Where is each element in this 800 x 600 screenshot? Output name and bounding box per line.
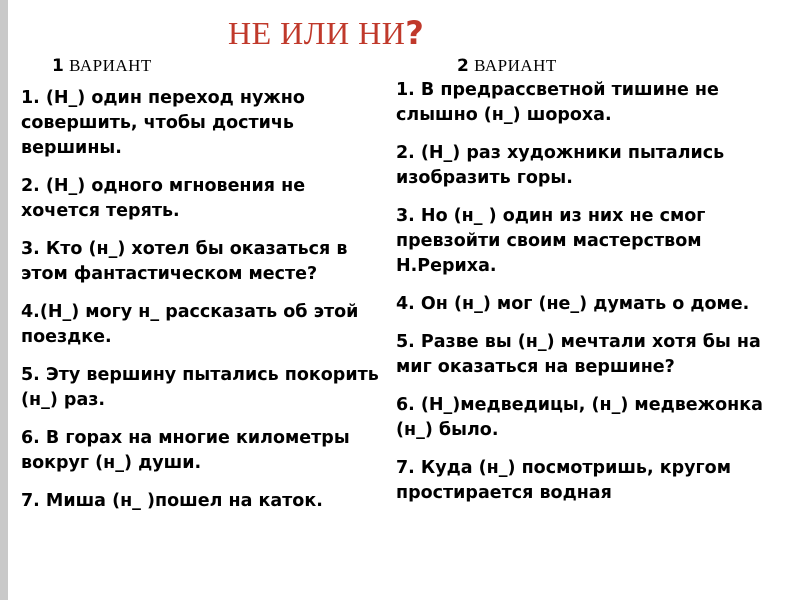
sentence-item: 4.(Н_) могу н_ рассказать об этой поездке.: [21, 302, 359, 347]
sentence-item: 5. Эту вершину пытались покорить (н_) раз.: [21, 365, 379, 410]
sentence-item: 7. Миша (н_ )пошел на каток.: [21, 491, 323, 511]
variant-2-label: ВАРИАНТ: [474, 56, 557, 75]
variant-1-number: 1: [52, 56, 65, 76]
sentence-item: 2. (Н_) раз художники пытались изобразить горы.: [396, 143, 725, 188]
sentence-item: 1. В предрассветной тишине не слышно (н_) шороха.: [396, 80, 719, 125]
variant-2-column: [396, 78, 781, 519]
variant-2-number: 2: [457, 56, 470, 76]
sentence-item: 3. Но (н_ ) один из них не смог превзойти своим мастерством Н.Рериха.: [396, 206, 706, 276]
sentence-item: 4. Он (н_) мог (не_) думать о доме.: [396, 294, 750, 314]
sentence-item: 1. (Н_) один переход нужно совершить, чтобы достичь вершины.: [21, 88, 305, 158]
slide-title: [228, 14, 424, 52]
variant-1-heading: [52, 56, 152, 76]
sentence-item: 7. Куда (н_) посмотришь, кругом простирается водная: [396, 458, 732, 503]
variant-1-label: ВАРИАНТ: [69, 56, 152, 75]
left-edge-bar: [0, 0, 8, 600]
variant-1-column: [21, 86, 381, 527]
variant-2-heading: [457, 56, 557, 76]
sentence-item: 6. (Н_)медведицы, (н_) медвежонка (н_) было.: [396, 395, 763, 440]
sentence-item: 3. Кто (н_) хотел бы оказаться в этом фантастическом месте?: [21, 239, 348, 284]
title-question-mark: ?: [405, 14, 425, 52]
title-text: НЕ ИЛИ НИ: [228, 15, 406, 51]
sentence-item: 2. (Н_) одного мгновения не хочется терять.: [21, 176, 306, 221]
sentence-item: 5. Разве вы (н_) мечтали хотя бы на миг оказаться на вершине?: [396, 332, 761, 377]
sentence-item: 6. В горах на многие километры вокруг (н_) души.: [21, 428, 350, 473]
